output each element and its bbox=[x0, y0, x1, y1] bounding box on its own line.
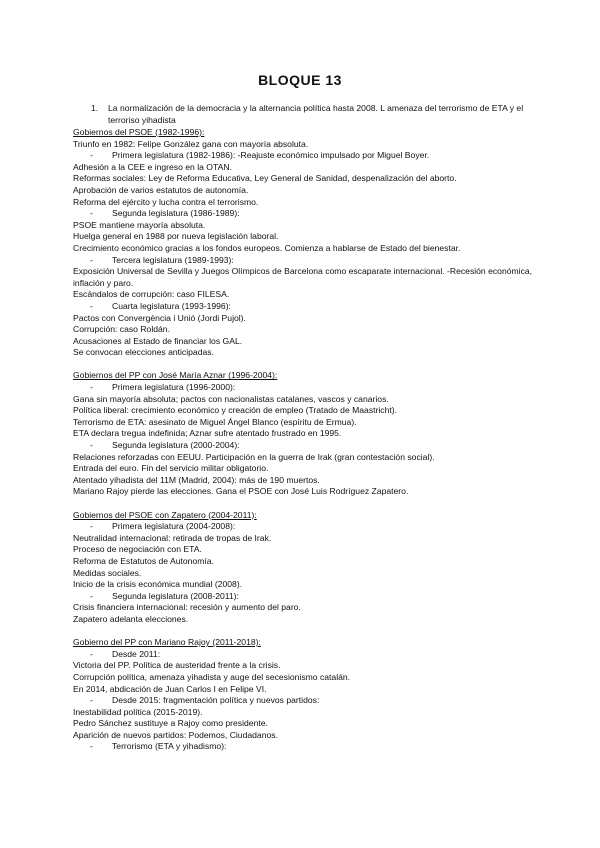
bullet-text: Terrorismo (ETA y yihadismo): bbox=[112, 741, 227, 752]
paragraph-line: Medidas sociales. bbox=[73, 567, 142, 578]
paragraph-line: Relaciones reforzadas con EEUU. Participación en la guerra de Irak (gran contestación social). bbox=[73, 451, 435, 462]
bullet-item bbox=[73, 208, 563, 220]
paragraph-line: Mariano Rajoy pierde las elecciones. Gana el PSOE con José Luis Rodríguez Zapatero. bbox=[73, 486, 409, 497]
bullet-text: Segunda legislatura (2008-2011): bbox=[112, 590, 239, 601]
paragraph-line: Corrupción política, amenaza yihadista y auge del secesionismo catalán. bbox=[73, 671, 351, 682]
bullet-dash: - bbox=[90, 648, 93, 659]
paragraph-line: Crisis financiera internacional: recesión y aumento del paro. bbox=[73, 602, 301, 613]
bullet-text: Desde 2011: bbox=[112, 648, 161, 659]
bullet-dash: - bbox=[90, 590, 93, 601]
paragraph-line: Inicio de la crisis económica mundial (2008). bbox=[73, 579, 243, 590]
paragraph-line: Se convocan elecciones anticipadas. bbox=[73, 347, 214, 358]
bullet-text: Cuarta legislatura (1993-1996): bbox=[112, 300, 231, 311]
bullet-dash: - bbox=[90, 741, 93, 752]
section-heading: Gobiernos del PSOE (1982-1996): bbox=[73, 127, 205, 137]
section-gap bbox=[73, 498, 563, 510]
bullet-text: Primera legislatura (1982-1986): -Reajuste económico impulsado por Miguel Boyer. bbox=[112, 150, 430, 161]
bullet-dash: - bbox=[90, 521, 93, 532]
paragraph-line: Exposición Universal de Sevilla y Juegos Olímpicos de Barcelona como escaparate internacional. -Recesión económica, inflación y paro. bbox=[73, 266, 535, 288]
bullet-item bbox=[73, 649, 563, 661]
paragraph-line: Proceso de negociación con ETA. bbox=[73, 544, 202, 555]
intro-text: La normalización de la democracia y la alternancia política hasta 2008. L amenaza del terrorismo de ETA y el terroriso yihadista bbox=[108, 103, 524, 125]
paragraph-line: Entrada del euro. Fin del servicio militar obligatorio. bbox=[73, 463, 269, 474]
paragraph-line: Triunfo en 1982: Felipe González gana con mayoría absoluta. bbox=[73, 138, 309, 149]
bullet-item bbox=[73, 695, 563, 707]
bullet-dash: - bbox=[90, 300, 93, 311]
bullet-item bbox=[73, 382, 563, 394]
paragraph-line: Gana sin mayoría absoluta; pactos con nacionalistas catalanes, vascos y canarios. bbox=[73, 393, 389, 404]
section-gap bbox=[73, 626, 563, 638]
bullet-text: Tercera legislatura (1989-1993): bbox=[112, 254, 234, 265]
bullet-item bbox=[73, 521, 563, 533]
paragraph-line: Inestabilidad política (2015-2019). bbox=[73, 706, 203, 717]
paragraph-line: Escándalos de corrupción: caso FILESA. bbox=[73, 289, 230, 300]
bullet-item bbox=[73, 591, 563, 603]
paragraph-line: Pactos con Convergència i Unió (Jordi Pujol). bbox=[73, 312, 246, 323]
page-title: BLOQUE 13 bbox=[258, 72, 342, 88]
paragraph-line: Acusaciones al Estado de financiar los GAL. bbox=[73, 335, 243, 346]
section-heading: Gobierno del PP con Mariano Rajoy (2011-2018): bbox=[73, 637, 261, 648]
bullet-dash: - bbox=[90, 440, 93, 451]
paragraph-line: Aprobación de varios estatutos de autonomía. bbox=[73, 184, 249, 195]
paragraph-line: Pedro Sánchez sustituye a Rajoy como presidente. bbox=[73, 718, 268, 729]
bullet-dash: - bbox=[90, 254, 93, 265]
paragraph-line: Atentado yihadista del 11M (Madrid, 2004): más de 190 muertos. bbox=[73, 474, 320, 485]
paragraph-line: Aparición de nuevos partidos: Podemos, Ciudadanos. bbox=[73, 729, 278, 740]
paragraph-line: Victoria del PP. Política de austeridad frente a la crisis. bbox=[73, 660, 281, 671]
section-gap bbox=[73, 359, 563, 371]
bullet-dash: - bbox=[90, 382, 93, 393]
paragraph-line: Huelga general en 1988 por nueva legislación laboral. bbox=[73, 231, 279, 242]
paragraph-line: Terrorismo de ETA: asesinato de Miguel Ángel Blanco (espíritu de Ermua). bbox=[73, 416, 357, 427]
bullet-item bbox=[73, 741, 563, 753]
bullet-text: Segunda legislatura (2000-2004): bbox=[112, 440, 240, 451]
paragraph-line: Política liberal: crecimiento económico y creación de empleo (Tratado de Maastricht). bbox=[73, 405, 397, 416]
paragraph-line: En 2014, abdicación de Juan Carlos I en Felipe VI. bbox=[73, 683, 267, 694]
bullet-text: Desde 2015: fragmentación política y nuevos partidos: bbox=[112, 695, 320, 706]
bullet-item bbox=[73, 255, 563, 267]
paragraph-line: Reformas sociales: Ley de Reforma Educativa, Ley General de Sanidad, despenalización del aborto. bbox=[73, 173, 457, 184]
bullet-dash: - bbox=[90, 208, 93, 219]
paragraph-line: Corrupción: caso Roldán. bbox=[73, 324, 170, 335]
document-body bbox=[73, 127, 563, 753]
paragraph-line: Adhesión a la CEE e ingreso en la OTAN. bbox=[73, 161, 232, 172]
bullet-dash: - bbox=[90, 695, 93, 706]
bullet-item bbox=[73, 301, 563, 313]
paragraph-line: Neutralidad internacional: retirada de tropas de Irak. bbox=[73, 532, 272, 543]
paragraph-line: ETA declara tregua indefinida; Aznar sufre atentado frustrado en 1995. bbox=[73, 428, 342, 439]
bullet-text: Primera legislatura (2004-2008): bbox=[112, 521, 236, 532]
paragraph-line: Zapatero adelanta elecciones. bbox=[73, 613, 189, 624]
bullet-item bbox=[73, 440, 563, 452]
intro-item bbox=[91, 102, 531, 126]
section-heading: Gobiernos del PSOE con Zapatero (2004-2011): bbox=[73, 509, 257, 520]
section-heading: Gobiernos del PP con José María Aznar (1996-2004): bbox=[73, 370, 278, 381]
paragraph-line: Crecimiento económico gracias a los fondos europeos. Comienza a hablarse de Estado del bienestar. bbox=[73, 242, 461, 253]
bullet-text: Segunda legislatura (1986-1989): bbox=[112, 208, 240, 219]
bullet-text: Primera legislatura (1996-2000): bbox=[112, 382, 236, 393]
paragraph-line: Reforma de Estatutos de Autonomía. bbox=[73, 555, 214, 566]
paragraph-line: Reforma del ejército y lucha contra el terrorismo. bbox=[73, 196, 259, 207]
intro-number: 1. bbox=[91, 103, 99, 113]
bullet-dash: - bbox=[90, 150, 93, 161]
paragraph-line: PSOE mantiene mayoría absoluta. bbox=[73, 219, 206, 230]
bullet-item bbox=[73, 150, 563, 162]
